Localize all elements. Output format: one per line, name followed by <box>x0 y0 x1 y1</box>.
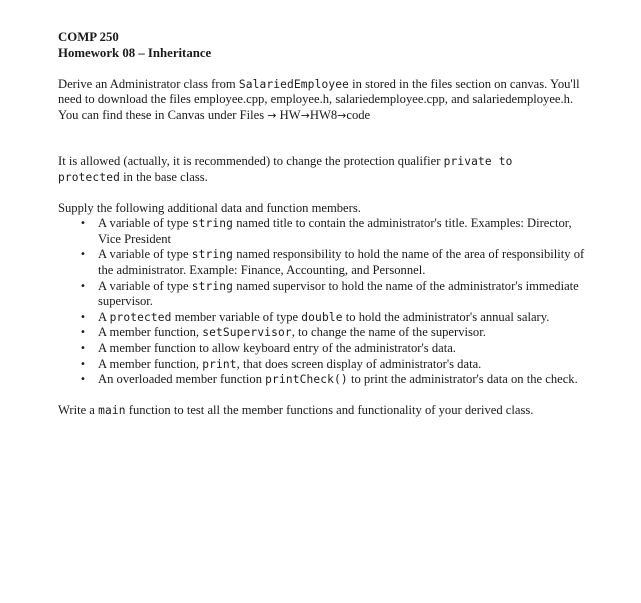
list-item <box>58 279 594 310</box>
protection-paragraph <box>58 154 594 185</box>
list-item <box>58 247 594 278</box>
item-text: A member function to allow keyboard entry of the administrator's data. <box>98 340 456 355</box>
protection-text-2: in the base class. <box>119 169 208 184</box>
item-text: A variable of type <box>98 247 192 262</box>
bullet-icon: • <box>80 249 86 261</box>
item-code: printCheck() <box>265 373 348 387</box>
item-text: An overloaded member function <box>98 372 266 387</box>
item-text: to print the administrator's data on the check. <box>347 372 578 387</box>
bullet-icon: • <box>80 374 86 386</box>
spacer <box>58 62 594 77</box>
protection-text-1: It is allowed (actually, it is recommended) to change the protection qualifier <box>58 154 444 169</box>
members-list <box>58 216 594 388</box>
item-text: A variable of type <box>98 278 192 293</box>
list-item <box>58 341 594 357</box>
item-text: , that does screen display of administrator's data. <box>236 356 482 371</box>
bullet-icon: • <box>80 311 86 323</box>
item-text: named responsibility to hold the name of the area of responsibility of the administrator. Example: Finance, Accounting, and Personnel. <box>98 247 585 277</box>
item-text: named supervisor to hold the name of the administrator's immediate supervisor. <box>98 278 579 309</box>
spacer <box>58 186 594 201</box>
item-code: string <box>191 248 234 262</box>
document-page <box>58 30 594 418</box>
list-item <box>58 325 594 341</box>
course-title: COMP 250 <box>58 30 119 44</box>
list-item <box>58 216 594 247</box>
list-item <box>58 357 594 373</box>
item-text: , to change the name of the supervisor. <box>291 325 486 340</box>
list-item <box>58 310 594 326</box>
spacer <box>58 123 594 154</box>
item-code: print <box>202 357 237 371</box>
item-text: A member function, <box>98 356 203 371</box>
main-keyword: main <box>98 403 126 417</box>
base-class-code: SalariedEmployee <box>238 77 349 91</box>
bullet-icon: • <box>80 358 86 370</box>
to-word: to <box>491 155 513 169</box>
item-text: A member function, <box>98 325 203 340</box>
arrow-right-icon: → <box>267 108 277 122</box>
list-item <box>58 372 594 388</box>
spacer <box>58 388 594 403</box>
bullet-icon: • <box>80 327 86 339</box>
item-code: setSupervisor <box>202 326 292 340</box>
item-text: to hold the administrator's annual salary. <box>342 309 550 324</box>
bullet-icon: • <box>80 280 86 292</box>
path-hw: HW <box>279 107 301 122</box>
intro-text-1: Derive an Administrator class from <box>58 76 239 91</box>
arrow-right-icon: → <box>337 108 347 122</box>
path-code: code <box>346 107 371 122</box>
item-text: A <box>98 309 110 324</box>
item-code: protected <box>109 310 172 324</box>
item-code: string <box>191 217 234 231</box>
closing-text: function to test all the member functions and functionality of your derived class. <box>125 402 534 417</box>
item-code: double <box>301 310 343 324</box>
protected-keyword: protected <box>58 170 120 184</box>
intro-paragraph <box>58 77 594 124</box>
private-keyword: private <box>443 155 492 169</box>
path-hw8: HW8 <box>309 107 338 122</box>
supply-lead: Supply the following additional data and function members. <box>58 200 361 215</box>
closing-paragraph <box>58 403 594 419</box>
item-code: string <box>191 279 234 293</box>
bullet-icon: • <box>80 342 86 354</box>
item-text: A variable of type <box>98 216 192 231</box>
arrow-right-icon: → <box>300 108 310 122</box>
intro-text-2: in stored in the files section on canvas. You'll need to download the files employee.cpp, employee.h, salariedemployee.cpp, and salariedemployee.h. You can find these in Canvas under Files <box>58 76 580 122</box>
homework-title: Homework 08 – Inheritance <box>58 45 212 60</box>
item-text: named title to contain the administrator's title. Examples: Director, Vice President <box>98 216 572 246</box>
item-text: member variable of type <box>171 309 302 324</box>
bullet-icon: • <box>80 218 86 230</box>
closing-text: Write a <box>58 402 99 417</box>
